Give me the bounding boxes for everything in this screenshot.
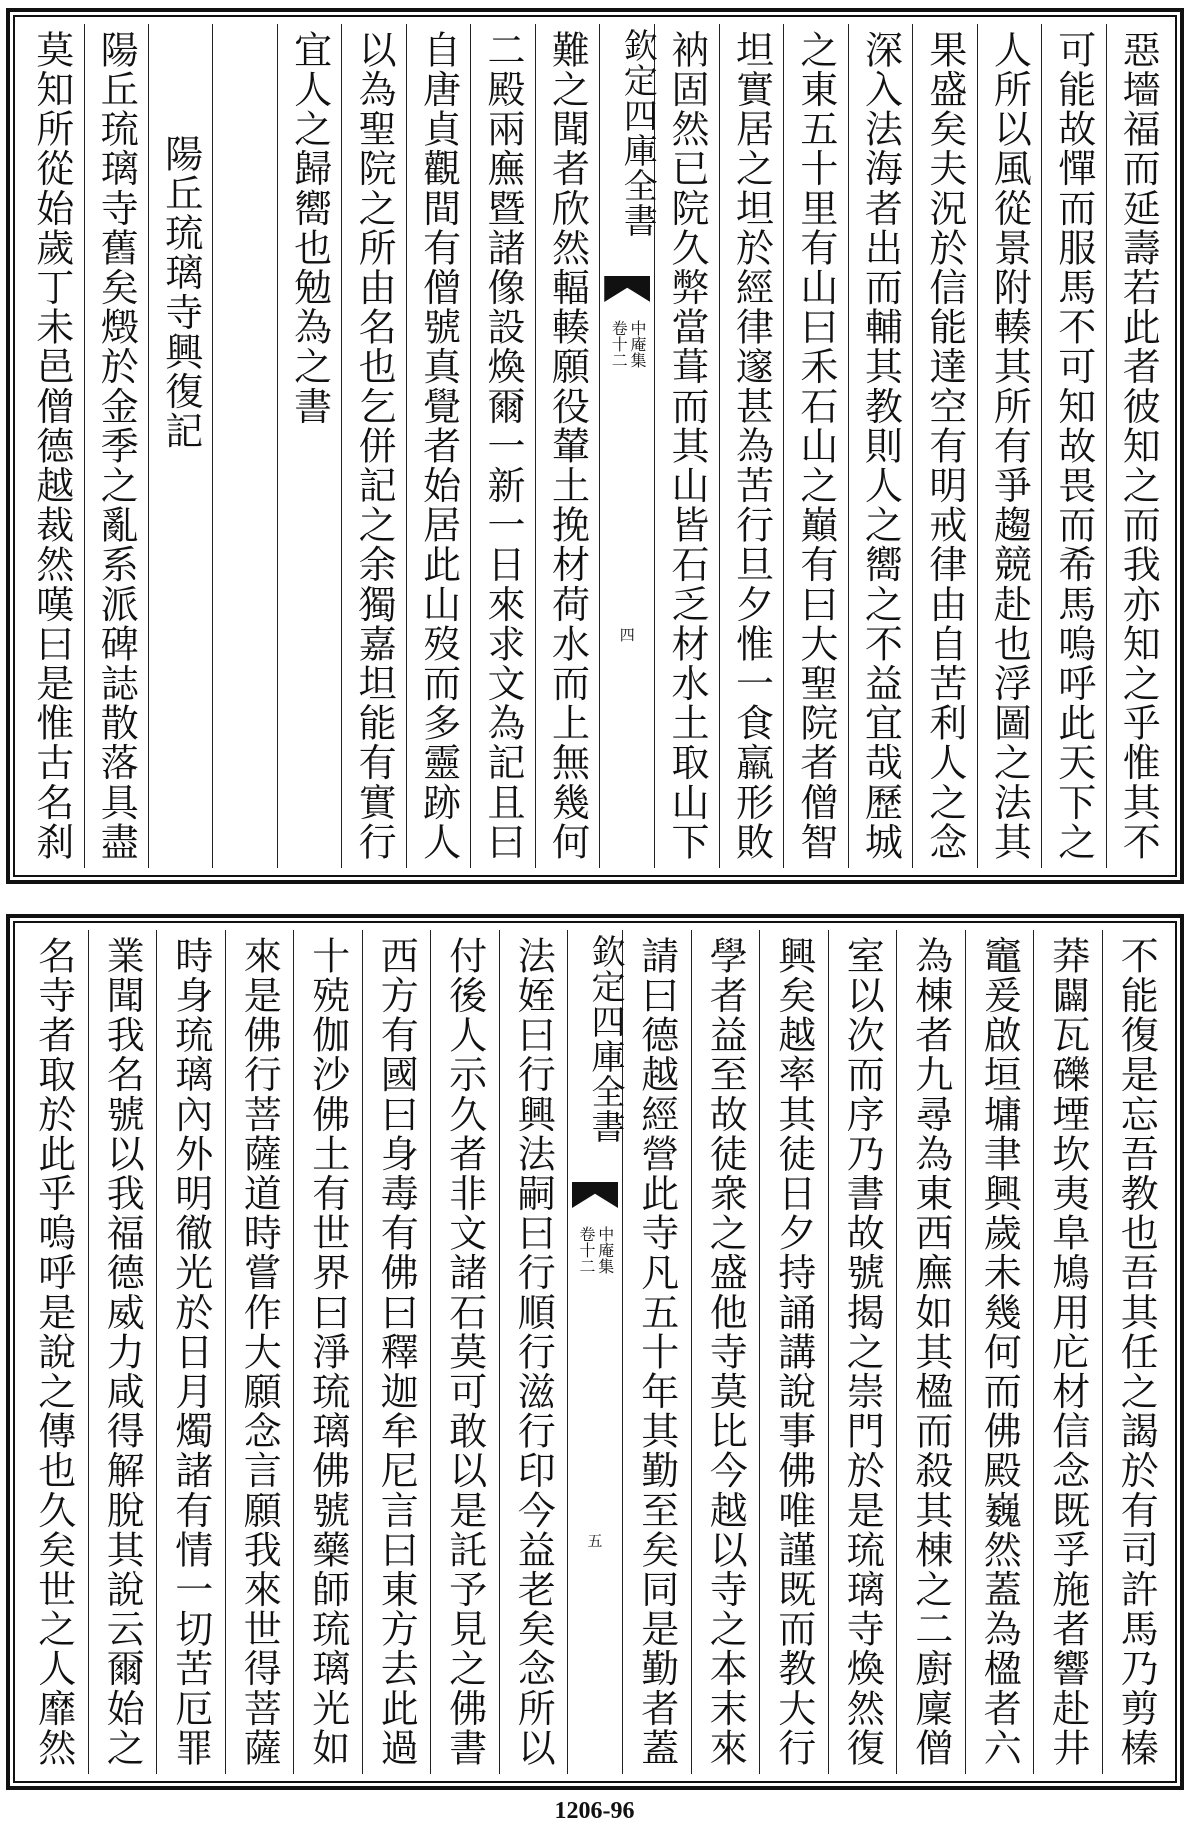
text-column: 宜人之歸嚮也勉為之書 [277,24,341,868]
text-column: 不能復是忘吾教也吾其任之謁於有司許馬乃剪榛 [1102,930,1171,1774]
section-title: 陽丘琉璃寺興復記 [158,134,203,451]
volume-label: 卷十二 [577,1226,596,1274]
text-column: 莫知所從始歲丁未邑僧德越裁然嘆曰是惟古名刹 [29,30,74,862]
lower-page-frame [6,914,1184,1790]
fish-tail-mark [604,276,650,302]
text-column: 法姪曰行興法嗣曰行順行滋行印今益老矣念所以 [499,930,568,1774]
text-column: 名寺者取於此乎嗚呼是說之傳也久矣世之人靡然 [31,936,76,1768]
book-title: 欽定四庫全書 [585,934,625,1144]
text-column: 時身琉璃內外明徹光於日月燭諸有情一切苦厄罪 [156,930,225,1774]
fish-tail-mark [572,1182,618,1208]
text-column: 為棟者九尋為東西廡如其楹而殺其棟之二廚廩僧 [896,930,965,1774]
text-column: 請曰德越經營此寺凡五十年其勤至矣同是勤者蓋 [622,930,691,1774]
blank-column [212,24,276,868]
section-title-column [148,24,212,868]
text-column: 二殿兩廡暨諸像設煥爾一新一日來求文為記且曰 [470,24,534,868]
text-column: 惡墻福而延壽若此者彼知之而我亦知之乎惟其不 [1106,24,1170,868]
text-column: 深入法海者出而輔其教則人之嚮之不益宜哉歷城 [848,24,912,868]
text-column: 之東五十里有山曰禾石山之巔有曰大聖院者僧智 [783,24,847,868]
text-column: 來是佛行菩薩道時嘗作大願念言願我來世得菩薩 [225,930,294,1774]
book-title: 欽定四庫全書 [617,28,658,238]
collection-label [600,320,654,368]
text-column: 學者益至故徒衆之盛他寺莫比今越以寺之本末來 [691,930,760,1774]
text-column: 果盛矣夫況於信能達空有明戒律由自苦利人之念 [912,24,976,868]
text-column: 興矣越率其徒日夕持誦講說事佛唯謹既而教大行 [759,930,828,1774]
text-column: 付後人示久者非文諸石莫可敢以是託予見之佛書 [430,930,499,1774]
center-spine [567,930,625,1774]
text-column: 難之聞者欣然輻輳願役輦土挽材荷水而上無幾何 [535,24,599,868]
collection-name: 中庵集 [628,320,648,368]
text-column: 十殑伽沙佛土有世界曰淨琉璃佛號藥師琉璃光如 [293,930,362,1774]
page-code: 1206-96 [554,1798,635,1824]
text-column: 坦實居之坦於經律邃甚為苦行旦夕惟一食羸形敗 [719,24,783,868]
text-column: 莽闢瓦礫堙坎夷阜鳩用庀材信念既孚施者響赴井 [1033,930,1102,1774]
upper-page-frame [6,8,1184,884]
text-column: 室以次而序乃書故號揭之崇門於是琉璃寺煥然復 [828,930,897,1774]
text-column: 西方有國曰身毒有佛曰釋迦牟尼言曰東方去此過 [362,930,431,1774]
collection-label [568,1226,622,1274]
center-spine [599,24,658,868]
text-column: 竈爰啟垣墉聿興歲未幾何而佛殿巍然蓋為楹者六 [965,930,1034,1774]
text-column: 以為聖院之所由名也乞併記之余獨嘉坦能有實行 [341,24,405,868]
upper-text-columns [20,24,1170,868]
page-number: 四 [619,626,635,644]
text-column: 人所以風從景附輳其所有爭趨競赴也浮圖之法其 [977,24,1041,868]
text-column: 可能故憚而服馬不可知故畏而希馬嗚呼此天下之 [1041,24,1105,868]
collection-name: 中庵集 [595,1226,615,1274]
volume-label: 卷十二 [609,320,629,368]
lower-text-columns [20,930,1170,1774]
text-column: 業聞我名號以我福德威力咸得解脫其說云爾始之 [88,930,157,1774]
page-number: 五 [587,1532,603,1550]
text-column: 自唐貞觀間有僧號真覺者始居此山歿而多靈跡人 [406,24,470,868]
text-column: 衲固然已院久弊當葺而其山皆石乏材水土取山下 [654,24,718,868]
text-column: 陽丘琉璃寺舊矣燬於金季之亂系派碑誌散落具盡 [84,24,148,868]
